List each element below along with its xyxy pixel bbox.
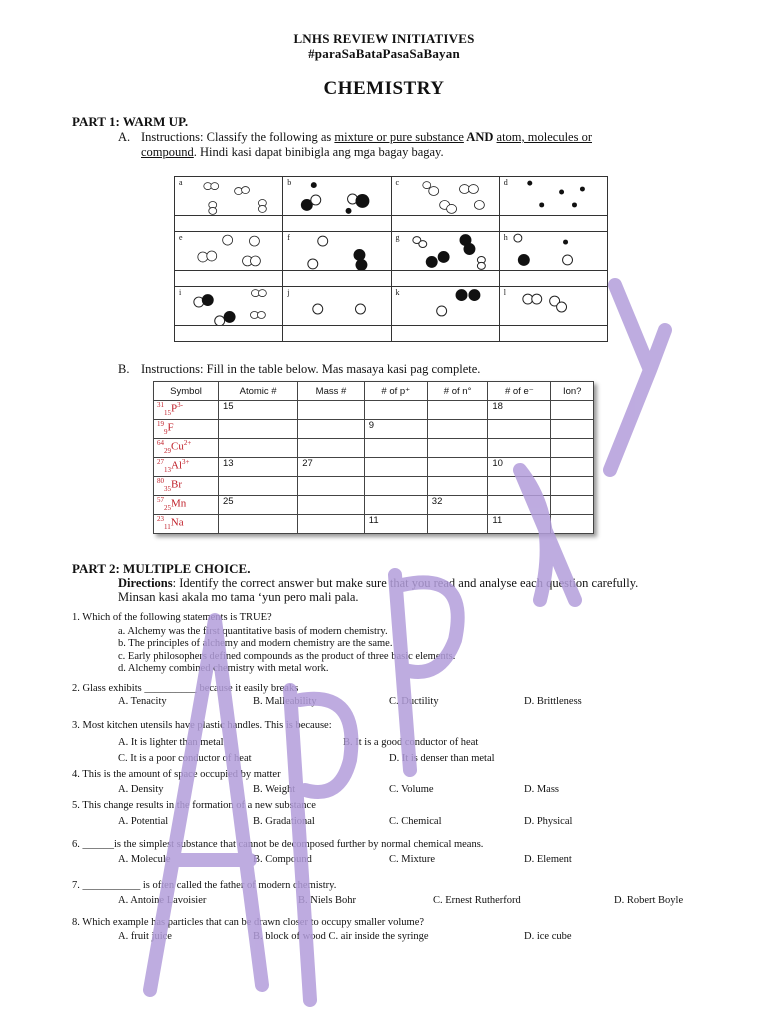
mass-number: 27 bbox=[157, 458, 164, 466]
answer-cell[interactable] bbox=[427, 420, 488, 439]
ion-charge: 3- bbox=[177, 401, 183, 409]
particle-diagram-c bbox=[392, 177, 499, 215]
q1-option-b[interactable]: b. The principles of alchemy and modern chemistry are the same. bbox=[118, 638, 393, 649]
answer-cell[interactable] bbox=[551, 496, 594, 515]
col-header: # of e⁻ bbox=[488, 382, 551, 401]
atomic-number: 15 bbox=[164, 408, 171, 417]
particle-diagram-g bbox=[392, 232, 499, 270]
cell-label: a bbox=[179, 178, 183, 187]
part2-heading: PART 2: MULTIPLE CHOICE. bbox=[72, 561, 251, 576]
part2-directions-line2: Minsan kasi akala mo tama ‘yun pero mali pala. bbox=[118, 590, 359, 604]
answer-cell[interactable] bbox=[488, 420, 551, 439]
q3-option-c[interactable]: C. It is a poor conductor of heat bbox=[118, 753, 252, 764]
table-row bbox=[154, 496, 594, 515]
directions-text: : Identify the correct answer but make sure that you read and analyse each question carefully. bbox=[172, 576, 639, 590]
cell-l bbox=[499, 287, 607, 326]
answer-cell-l[interactable] bbox=[499, 326, 607, 342]
symbol-cell bbox=[154, 496, 219, 515]
answer-cell[interactable] bbox=[219, 420, 298, 439]
cell-label: i bbox=[179, 288, 182, 297]
cell-e bbox=[175, 232, 283, 271]
instr-underline-1: mixture or pure substance bbox=[334, 130, 464, 144]
cell-k bbox=[391, 287, 499, 326]
cell-label: j bbox=[287, 288, 290, 297]
symbol-cell bbox=[154, 420, 219, 439]
cell-i bbox=[175, 287, 283, 326]
mass-number: 23 bbox=[157, 515, 164, 523]
table-row bbox=[154, 515, 594, 534]
element-symbol: F bbox=[167, 421, 174, 434]
q1-option-d[interactable]: d. Alchemy combined chemistry with metal work. bbox=[118, 663, 329, 674]
element-symbol: Al bbox=[171, 459, 182, 472]
particle-diagram-a bbox=[175, 177, 282, 215]
cell-label: c bbox=[395, 178, 400, 187]
answer-cell[interactable] bbox=[364, 458, 427, 477]
cell-label: b bbox=[287, 178, 292, 187]
q5-option-d[interactable]: D. Physical bbox=[524, 816, 573, 827]
q5-option-b[interactable]: B. Gradational bbox=[253, 816, 315, 827]
particle-diagram-f bbox=[283, 232, 390, 270]
symbol-cell bbox=[154, 515, 219, 534]
table-row bbox=[154, 458, 594, 477]
answer-cell[interactable] bbox=[427, 477, 488, 496]
answer-cell[interactable] bbox=[551, 401, 594, 420]
answer-cell[interactable] bbox=[551, 458, 594, 477]
answer-cell[interactable] bbox=[298, 439, 365, 458]
symbol-cell bbox=[154, 439, 219, 458]
particle-diagram-d bbox=[500, 177, 607, 215]
q6-option-b[interactable]: B. Compound bbox=[253, 854, 312, 865]
q5-option-a[interactable]: A. Potential bbox=[118, 816, 169, 827]
part1-a-instructions bbox=[141, 130, 701, 160]
answer-cell-i[interactable] bbox=[175, 326, 283, 342]
answer-cell[interactable] bbox=[364, 439, 427, 458]
answer-cell[interactable]: 13 bbox=[219, 458, 298, 477]
cell-g bbox=[391, 232, 499, 271]
ion-charge: 2+ bbox=[183, 439, 192, 447]
answer-cell[interactable] bbox=[427, 515, 488, 534]
particle-diagram-table bbox=[174, 176, 608, 342]
answer-cell[interactable]: 9 bbox=[364, 420, 427, 439]
answer-cell[interactable] bbox=[427, 401, 488, 420]
answer-cell[interactable] bbox=[219, 515, 298, 534]
answer-cell[interactable] bbox=[364, 496, 427, 515]
q6-option-d[interactable]: D. Element bbox=[524, 854, 572, 865]
page-title: CHEMISTRY bbox=[323, 78, 445, 99]
mass-number: 31 bbox=[157, 401, 164, 409]
particle-diagram-j bbox=[283, 287, 390, 325]
table-row bbox=[154, 420, 594, 439]
answer-cell[interactable] bbox=[298, 401, 365, 420]
answer-cell[interactable]: 10 bbox=[488, 458, 551, 477]
atomic-number: 9 bbox=[164, 427, 168, 436]
particle-diagram-l bbox=[500, 287, 607, 325]
part1-b-instructions: Instructions: Fill in the table below. Mas masaya kasi pag complete. bbox=[141, 362, 481, 376]
particle-diagram-h bbox=[500, 232, 607, 270]
answer-cell[interactable] bbox=[219, 439, 298, 458]
question-8: 8. Which example has particles that can be drawn closer to occupy smaller volume? bbox=[72, 917, 425, 928]
q7-option-b[interactable]: B. Niels Bohr bbox=[298, 895, 357, 906]
question-5: 5. This change results in the formation of a new substance bbox=[72, 800, 316, 811]
cell-label: l bbox=[503, 288, 506, 297]
answer-cell[interactable] bbox=[364, 477, 427, 496]
q1-option-c[interactable]: c. Early philosophers defined compounds as the product of three basic elements. bbox=[118, 651, 456, 662]
cell-label: e bbox=[179, 233, 183, 242]
element-symbol: Cu bbox=[171, 440, 184, 453]
q3-option-d[interactable]: D. It is denser than metal bbox=[389, 753, 495, 764]
instr-text: Instructions: Classify the following as bbox=[141, 130, 335, 144]
q4-option-c[interactable]: C. Volume bbox=[389, 784, 434, 795]
answer-cell-k[interactable] bbox=[391, 326, 499, 342]
cell-a bbox=[175, 177, 283, 216]
question-2: 2. Glass exhibits __________ because it easily breaks bbox=[72, 683, 299, 694]
table-row bbox=[154, 401, 594, 420]
element-symbol: P bbox=[171, 402, 178, 415]
answer-cell[interactable] bbox=[551, 515, 594, 534]
q8-option-a[interactable]: A. fruit juice bbox=[118, 931, 172, 942]
answer-cell[interactable] bbox=[427, 458, 488, 477]
q4-option-b[interactable]: B. Weight bbox=[253, 784, 296, 795]
answer-cell[interactable]: 18 bbox=[488, 401, 551, 420]
atomic-number: 11 bbox=[164, 522, 171, 531]
directions-label: Directions bbox=[118, 576, 173, 590]
cell-f bbox=[283, 232, 391, 271]
answer-cell-e[interactable] bbox=[175, 271, 283, 287]
answer-cell-h[interactable] bbox=[499, 271, 607, 287]
instr-underline-3: compound bbox=[141, 145, 194, 159]
cell-label: f bbox=[287, 233, 290, 242]
col-header: Mass # bbox=[298, 382, 365, 401]
instr-suffix: . Hindi kasi dapat binibigla ang mga bagay bagay. bbox=[193, 145, 444, 159]
answer-cell-d[interactable] bbox=[499, 216, 607, 232]
symbol-cell bbox=[154, 477, 219, 496]
question-6: 6. ______is the simplest substance that cannot be decomposed further by normal chemical means. bbox=[72, 839, 484, 850]
q6-option-a[interactable]: A. Molecule bbox=[118, 854, 171, 865]
q2-option-d[interactable]: D. Brittleness bbox=[524, 696, 582, 707]
col-header: Symbol bbox=[154, 382, 219, 401]
atomic-number: 29 bbox=[164, 446, 171, 455]
cell-b bbox=[283, 177, 391, 216]
answer-cell[interactable] bbox=[488, 496, 551, 515]
answer-cell[interactable] bbox=[427, 439, 488, 458]
q3-option-a[interactable]: A. It is lighter than metal bbox=[118, 737, 224, 748]
mass-number: 57 bbox=[157, 496, 164, 504]
part1-a-label: A. bbox=[118, 130, 131, 144]
col-header: Atomic # bbox=[219, 382, 298, 401]
answer-cell[interactable] bbox=[298, 515, 365, 534]
question-1: 1. Which of the following statements is TRUE? bbox=[72, 612, 272, 623]
answer-cell-g[interactable] bbox=[391, 271, 499, 287]
answer-cell[interactable] bbox=[298, 477, 365, 496]
answer-cell[interactable] bbox=[551, 439, 594, 458]
q4-option-d[interactable]: D. Mass bbox=[524, 784, 560, 795]
particle-diagram-b bbox=[283, 177, 390, 215]
answer-cell-c[interactable] bbox=[391, 216, 499, 232]
part1-heading: PART 1: WARM UP. bbox=[72, 114, 189, 129]
q7-option-a[interactable]: A. Antoine Lavoisier bbox=[118, 895, 207, 906]
question-4: 4. This is the amount of space occupied by matter bbox=[72, 769, 281, 780]
element-symbol: Br bbox=[171, 478, 182, 491]
q1-option-a[interactable]: a. Alchemy was the first quantitative basis of modern chemistry. bbox=[118, 626, 388, 637]
col-header: Ion? bbox=[551, 382, 594, 401]
answer-cell[interactable]: 11 bbox=[364, 515, 427, 534]
fill-in-table bbox=[153, 381, 594, 534]
question-7: 7. ___________ is often called the father of modern chemistry. bbox=[72, 880, 337, 891]
atomic-number: 13 bbox=[164, 465, 171, 474]
q2-option-c[interactable]: C. Ductility bbox=[389, 696, 439, 707]
instr-and: AND bbox=[463, 130, 497, 144]
symbol-cell bbox=[154, 458, 219, 477]
answer-cell[interactable]: 15 bbox=[219, 401, 298, 420]
answer-cell-a[interactable] bbox=[175, 216, 283, 232]
q6-option-c[interactable]: C. Mixture bbox=[389, 854, 436, 865]
table-row bbox=[154, 477, 594, 496]
q7-option-c[interactable]: C. Ernest Rutherford bbox=[433, 895, 521, 906]
q4-option-a[interactable]: A. Density bbox=[118, 784, 164, 795]
q8-option-b-c[interactable]: B. block of wood C. air inside the syringe bbox=[253, 931, 429, 942]
atomic-number: 25 bbox=[164, 503, 171, 512]
answer-cell[interactable] bbox=[298, 420, 365, 439]
cell-label: h bbox=[503, 233, 508, 242]
col-header: # of p⁺ bbox=[364, 382, 427, 401]
symbol-cell bbox=[154, 401, 219, 420]
cell-j bbox=[283, 287, 391, 326]
mass-number: 19 bbox=[157, 420, 164, 428]
answer-cell[interactable]: 25 bbox=[219, 496, 298, 515]
cell-label: d bbox=[503, 178, 508, 187]
q2-option-b[interactable]: B. Malleability bbox=[253, 696, 317, 707]
col-header: # of n° bbox=[427, 382, 488, 401]
question-3: 3. Most kitchen utensils have plastic handles. This is because: bbox=[72, 720, 332, 731]
answer-cell[interactable] bbox=[551, 420, 594, 439]
cell-label: g bbox=[395, 233, 400, 242]
mass-number: 64 bbox=[157, 439, 164, 447]
answer-cell[interactable] bbox=[551, 477, 594, 496]
answer-cell[interactable]: 27 bbox=[298, 458, 365, 477]
part1-b-label: B. bbox=[118, 362, 130, 376]
answer-cell[interactable] bbox=[488, 477, 551, 496]
cell-d bbox=[499, 177, 607, 216]
table-row bbox=[154, 439, 594, 458]
q8-option-d[interactable]: D. ice cube bbox=[524, 931, 572, 942]
part2-directions bbox=[118, 576, 638, 591]
particle-diagram-i bbox=[175, 287, 282, 325]
particle-diagram-e bbox=[175, 232, 282, 270]
q7-option-d[interactable]: D. Robert Boyle bbox=[614, 895, 684, 906]
particle-diagram-k bbox=[392, 287, 499, 325]
fill-table-header-row bbox=[154, 382, 594, 401]
mass-number: 80 bbox=[157, 477, 164, 485]
q2-option-a[interactable]: A. Tenacity bbox=[118, 696, 167, 707]
element-symbol: Na bbox=[170, 516, 184, 529]
q3-option-b[interactable]: B. It is a good conductor of heat bbox=[343, 737, 479, 748]
cell-c bbox=[391, 177, 499, 216]
answer-cell-f[interactable] bbox=[283, 271, 391, 287]
atomic-number: 35 bbox=[164, 484, 171, 493]
cell-h bbox=[499, 232, 607, 271]
element-symbol: Mn bbox=[171, 497, 187, 510]
cell-label: k bbox=[395, 288, 400, 297]
header-line-1: LNHS REVIEW INITIATIVES bbox=[293, 31, 475, 46]
instr-underline-2: atom, molecules or bbox=[496, 130, 592, 144]
answer-cell-j[interactable] bbox=[283, 326, 391, 342]
answer-cell[interactable] bbox=[219, 477, 298, 496]
answer-cell[interactable] bbox=[364, 401, 427, 420]
answer-cell[interactable]: 11 bbox=[488, 515, 551, 534]
ion-charge: 3+ bbox=[182, 458, 190, 466]
header-line-2: #paraSaBataPasaSaBayan bbox=[308, 46, 460, 61]
answer-cell[interactable] bbox=[298, 496, 365, 515]
answer-cell[interactable]: 32 bbox=[427, 496, 488, 515]
q5-option-c[interactable]: C. Chemical bbox=[389, 816, 442, 827]
answer-cell[interactable] bbox=[488, 439, 551, 458]
answer-cell-b[interactable] bbox=[283, 216, 391, 232]
